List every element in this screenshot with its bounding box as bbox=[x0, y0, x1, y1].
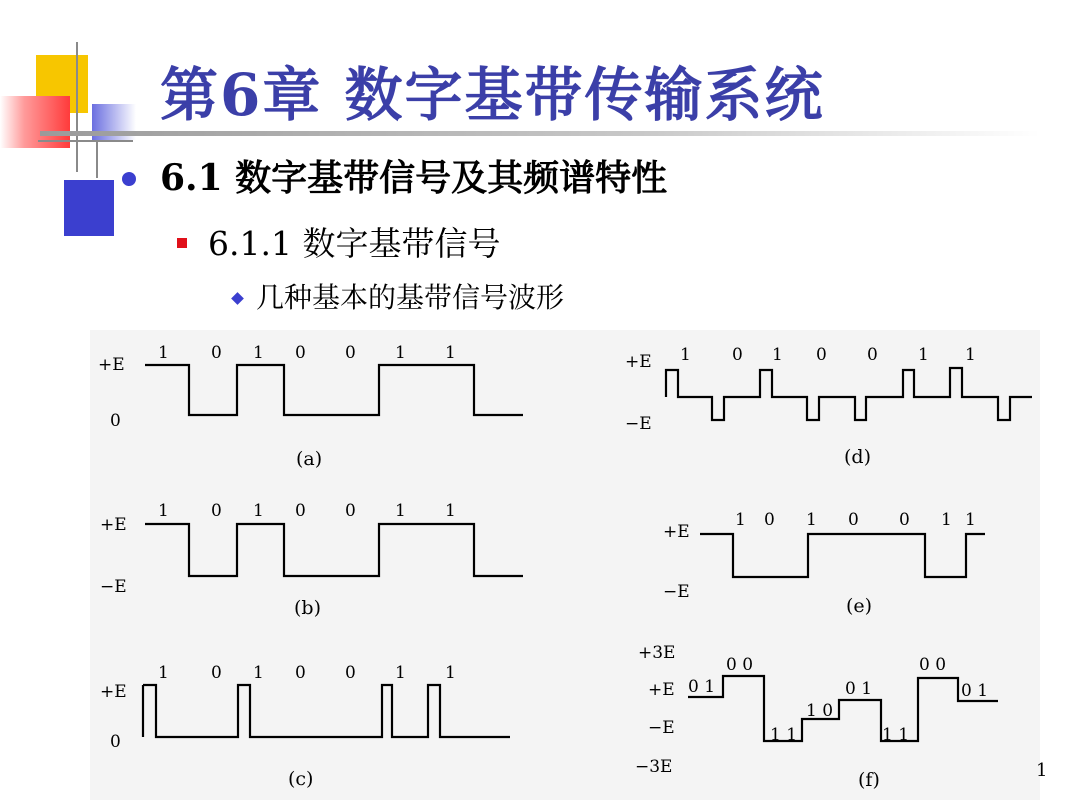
panel-a-bit-5: 1 bbox=[395, 343, 406, 363]
panel-e-level-1: −E bbox=[663, 582, 690, 602]
panel-b-bit-3: 0 bbox=[295, 501, 306, 521]
panel-d-bit-1: 0 bbox=[732, 345, 743, 365]
panel-c-bit-6: 1 bbox=[445, 663, 456, 683]
panel-a-bit-0: 1 bbox=[158, 343, 169, 363]
panel-d-bit-5: 1 bbox=[918, 345, 929, 365]
panel-d-caption: (d) bbox=[844, 446, 871, 468]
panel-a-bit-1: 0 bbox=[211, 343, 222, 363]
panel-f-caption: (f) bbox=[858, 769, 880, 791]
panel-a-bit-2: 1 bbox=[253, 343, 264, 363]
panel-a-bit-4: 0 bbox=[345, 343, 356, 363]
panel-b-bit-2: 1 bbox=[253, 501, 264, 521]
panel-b-bit-4: 0 bbox=[345, 501, 356, 521]
panel-d-bit-0: 1 bbox=[680, 345, 691, 365]
bullet-level3: 几种基本的基带信号波形 bbox=[256, 281, 565, 314]
panel-b-caption: (b) bbox=[294, 597, 321, 619]
panel-d-bit-4: 0 bbox=[867, 345, 878, 365]
panel-e-bit-6: 1 bbox=[965, 510, 976, 530]
panel-d-bit-2: 1 bbox=[772, 345, 783, 365]
panel-e-bit-4: 0 bbox=[899, 510, 910, 530]
panel-c-caption: (c) bbox=[288, 768, 314, 790]
panel-c-bit-1: 0 bbox=[211, 663, 222, 683]
panel-d-bit-3: 0 bbox=[816, 345, 827, 365]
bullet-level2: 6.1.1 数字基带信号 bbox=[208, 224, 501, 263]
page-number: 1 bbox=[1036, 760, 1048, 781]
panel-b-level-1: −E bbox=[100, 577, 127, 597]
panel-e-bit-3: 0 bbox=[848, 510, 859, 530]
panel-d-level-0: +E bbox=[625, 352, 652, 372]
panel-e-bit-1: 0 bbox=[764, 510, 775, 530]
panel-f-level-3: −3E bbox=[635, 757, 673, 777]
panel-e-level-0: +E bbox=[663, 522, 690, 542]
panel-f-bit-0: 0 1 bbox=[688, 677, 716, 697]
panel-c-bit-3: 0 bbox=[295, 663, 306, 683]
panel-f-bit-2: 1 1 bbox=[770, 725, 798, 745]
panel-a-level-0: +E bbox=[98, 355, 125, 375]
panel-f-bit-6: 0 0 bbox=[919, 655, 947, 675]
panel-c-level-0: +E bbox=[100, 682, 127, 702]
panel-a-bit-6: 1 bbox=[445, 343, 456, 363]
panel-a-level-1: 0 bbox=[110, 411, 121, 431]
panel-f-bit-3: 1 0 bbox=[806, 701, 834, 721]
panel-b-bit-6: 1 bbox=[445, 501, 456, 521]
panel-c-bit-2: 1 bbox=[253, 663, 264, 683]
panel-a-bit-3: 0 bbox=[295, 343, 306, 363]
panel-f-bit-5: 1 1 bbox=[882, 725, 910, 745]
slide-title: 第6章 数字基带传输系统 bbox=[160, 61, 825, 129]
panel-d-bit-6: 1 bbox=[965, 345, 976, 365]
panel-f-level-2: −E bbox=[648, 718, 675, 738]
panel-e-caption: (e) bbox=[846, 595, 873, 617]
panel-f-bit-1: 0 0 bbox=[726, 655, 754, 675]
panel-e-bit-2: 1 bbox=[806, 510, 817, 530]
panel-b-bit-0: 1 bbox=[158, 501, 169, 521]
panel-f-bit-4: 0 1 bbox=[845, 679, 873, 699]
panel-c-bit-5: 1 bbox=[395, 663, 406, 683]
panel-f-level-0: +3E bbox=[638, 643, 676, 663]
panel-c-bit-4: 0 bbox=[345, 663, 356, 683]
panel-d-level-1: −E bbox=[625, 414, 652, 434]
bullet-level1: 6.1 数字基带信号及其频谱特性 bbox=[160, 157, 668, 199]
panel-b-bit-1: 0 bbox=[211, 501, 222, 521]
panel-c-level-1: 0 bbox=[110, 732, 121, 752]
panel-b-bit-5: 1 bbox=[395, 501, 406, 521]
panel-c-bit-0: 1 bbox=[158, 663, 169, 683]
panel-f-bit-7: 0 1 bbox=[961, 681, 989, 701]
panel-e-bit-0: 1 bbox=[735, 510, 746, 530]
panel-b-level-0: +E bbox=[100, 515, 127, 535]
panel-e-bit-5: 1 bbox=[941, 510, 952, 530]
panel-f-level-1: +E bbox=[648, 680, 675, 700]
panel-a-caption: (a) bbox=[296, 448, 323, 470]
